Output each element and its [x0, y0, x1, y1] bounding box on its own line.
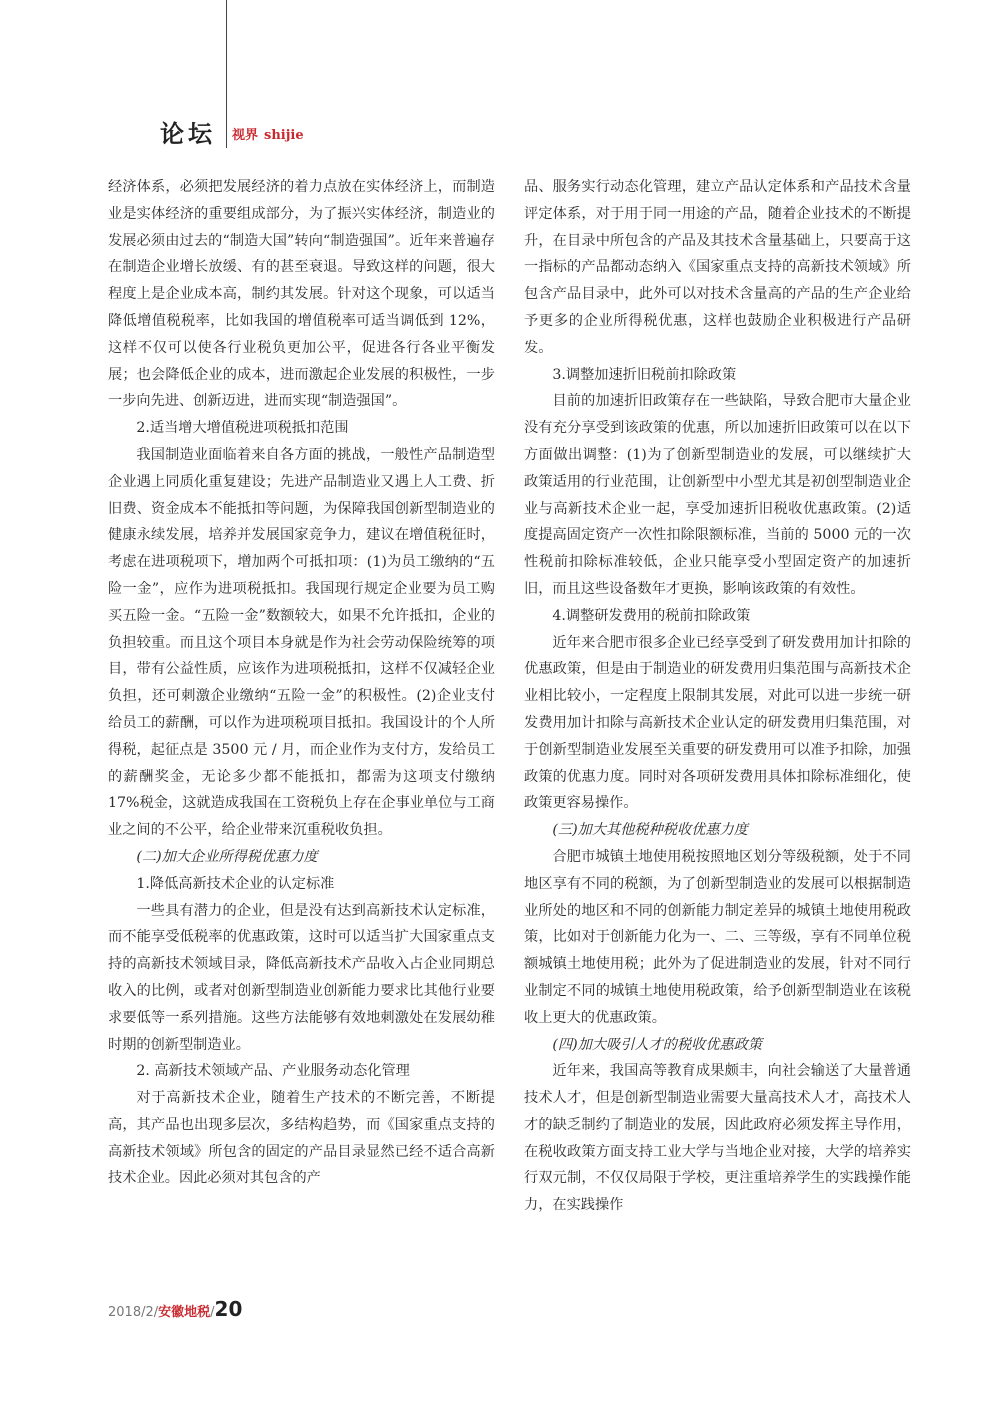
header-divider	[226, 0, 227, 148]
section-heading: (三)加大其他税种税收优惠力度	[552, 822, 748, 839]
subheading: 2. 高新技术领域产品、产业服务动态化管理	[136, 1063, 410, 1080]
journal-name: 安徽地税	[158, 1305, 211, 1320]
paragraph: 合肥市城镇土地使用税按照地区划分等级税额，处于不同地区享有不同的税额，为了创新型制造业的发展可以根据制造业所处的地区和不同的创新能力制定差异的城镇土地使用税政策，比如对于创新能力化为一、二、三等级，享有不同单位税额城镇土地使用税；此外为了促进制造业的发展，针对不同行业制定不同的城镇土地使用税政策，给予创新型制造业在该税收上更大的优惠政策。	[524, 848, 911, 1026]
column-label	[232, 124, 304, 143]
paragraph: 目前的加速折旧政策存在一些缺陷，导致合肥市大量企业没有充分享受到该政策的优惠，所以加速折旧政策可以在以下方面做出调整：(1)为了创新型制造业的发展，可以继续扩大政策适用的行业范围，让创新型中小型尤其是初创型制造业企业与高新技术企业一起，享受加速折旧税收优惠政策。(2)适度提高固定资产一次性扣除限额标准，当前的 5000 元的一次性税前扣除标准较低，企业只能享受小型固定资产的加速折旧，而且这些设备数年才更换，影响该政策的有效性。	[524, 393, 911, 597]
page-footer	[108, 1297, 242, 1321]
subheading: 2.适当增大增值税进项税抵扣范围	[136, 420, 349, 437]
page-number: 20	[214, 1297, 243, 1321]
paragraph: 近年来，我国高等教育成果颇丰，向社会输送了大量普通技术人才，但是创新型制造业需要大量高技术人才，高技术人才的缺乏制约了制造业的发展，因此政府必须发挥主导作用，在税收政策方面支持工业大学与当地企业对接，大学的培养实行双元制，不仅仅局限于学校，更注重培养学生的实践操作能力，在实践操作	[524, 1063, 911, 1214]
footer-separator: /	[210, 1305, 215, 1320]
subheading: 4.调整研发费用的税前扣除政策	[552, 607, 751, 624]
paragraph: 经济体系，必须把发展经济的着力点放在实体经济上，而制造业是实体经济的重要组成部分，为了振兴实体经济，制造业的发展必须由过去的“制造大国”转向“制造强国”。近年来普遍存在制造企业增长放缓、有的甚至衰退。导致这样的问题，很大程度上是企业成本高，制约其发展。针对这个现象，可以适当降低增值税税率，比如我国的增值税率可适当调低到 12%，这样不仅可以使各行业税负更加公平，促进各行各业平衡发展；也会降低企业的成本，进而激起企业发展的积极性，一步一步向先进、创新迈进，进而实现“制造强国”。	[108, 179, 495, 410]
section-heading: (二)加大企业所得税优惠力度	[136, 848, 318, 865]
paragraph: 我国制造业面临着来自各方面的挑战，一般性产品制造型企业遇上同质化重复建设；先进产品制造业又遇上人工费、折旧费、资金成本不能抵扣等问题，为保障我国创新型制造业的健康永续发展，培养并发展国家竞争力，建议在增值税征时，考虑在进项税项下，增加两个可抵扣项：(1)为员工缴纳的“五险一金”，应作为进项税抵扣。我国现行规定企业要为员工购买五险一金。“五险一金”数额较大，如果不允许抵扣，企业的负担较重。而且这个项目本身就是作为社会劳动保险统筹的项目，带有公益性质，应该作为进项税抵扣，这样不仅减轻企业负担，还可刺激企业缴纳“五险一金”的积极性。(2)企业支付给员工的薪酬，可以作为进项税项目抵扣。我国设计的个人所得税，起征点是 3500 元 / 月，而企业作为支付方，发给员工的薪酬奖金，无论多少都不能抵扣，都需为这项支付缴纳 17%税金，这就造成我国在工资税负上存在企事业单位与工商业之间的不公平，给企业带来沉重税收负担。	[108, 446, 495, 839]
issue-date: 2018/2/	[108, 1305, 159, 1320]
column-name: 视界	[232, 128, 259, 143]
subheading: 3.调整加速折旧税前扣除政策	[552, 366, 737, 383]
paragraph: 一些具有潜力的企业，但是没有达到高新技术认定标准，而不能享受低税率的优惠政策，这时可以适当扩大国家重点支持的高新技术领域目录，降低高新技术产品收入占企业同期总收入的比例，或者对创新型制造业创新能力要求比其他行业要求要低等一系列措施。这些方法能够有效地刺激处在发展幼稚时期的创新型制造业。	[108, 902, 495, 1053]
right-column	[524, 174, 911, 1219]
paragraph: 近年来合肥市很多企业已经享受到了研发费用加计扣除的优惠政策，但是由于制造业的研发费用归集范围与高新技术企业相比较小，一定程度上限制其发展，对此可以进一步统一研发费用加计扣除与高新技术企业认定的研发费用归集范围，对于创新型制造业发展至关重要的研发费用可以准予扣除，加强政策的优惠力度。同时对各项研发费用具体扣除标准细化，使政策更容易操作。	[524, 634, 911, 812]
paragraph: 品、服务实行动态化管理，建立产品认定体系和产品技术含量评定体系，对于用于同一用途的产品，随着企业技术的不断提升，在目录中所包含的产品及其技术含量基础上，只要高于这一指标的产品都动态纳入《国家重点支持的高新技术领域》所包含产品目录中，此外可以对技术含量高的产品的生产企业给予更多的企业所得税优惠，这样也鼓励企业积极进行产品研发。	[524, 179, 911, 356]
section-heading: (四)加大吸引人才的税收优惠政策	[552, 1036, 763, 1053]
subheading: 1.降低高新技术企业的认定标准	[136, 875, 335, 892]
section-title: 论坛	[160, 120, 216, 148]
paragraph: 对于高新技术企业，随着生产技术的不断完善，不断提高，其产品也出现多层次，多结构趋势，而《国家重点支持的高新技术领域》所包含的固定的产品目录显然已经不适合高新技术企业。因此必须对其包含的产	[108, 1090, 495, 1187]
column-name-en: shijie	[264, 128, 304, 143]
left-column	[108, 174, 495, 1192]
